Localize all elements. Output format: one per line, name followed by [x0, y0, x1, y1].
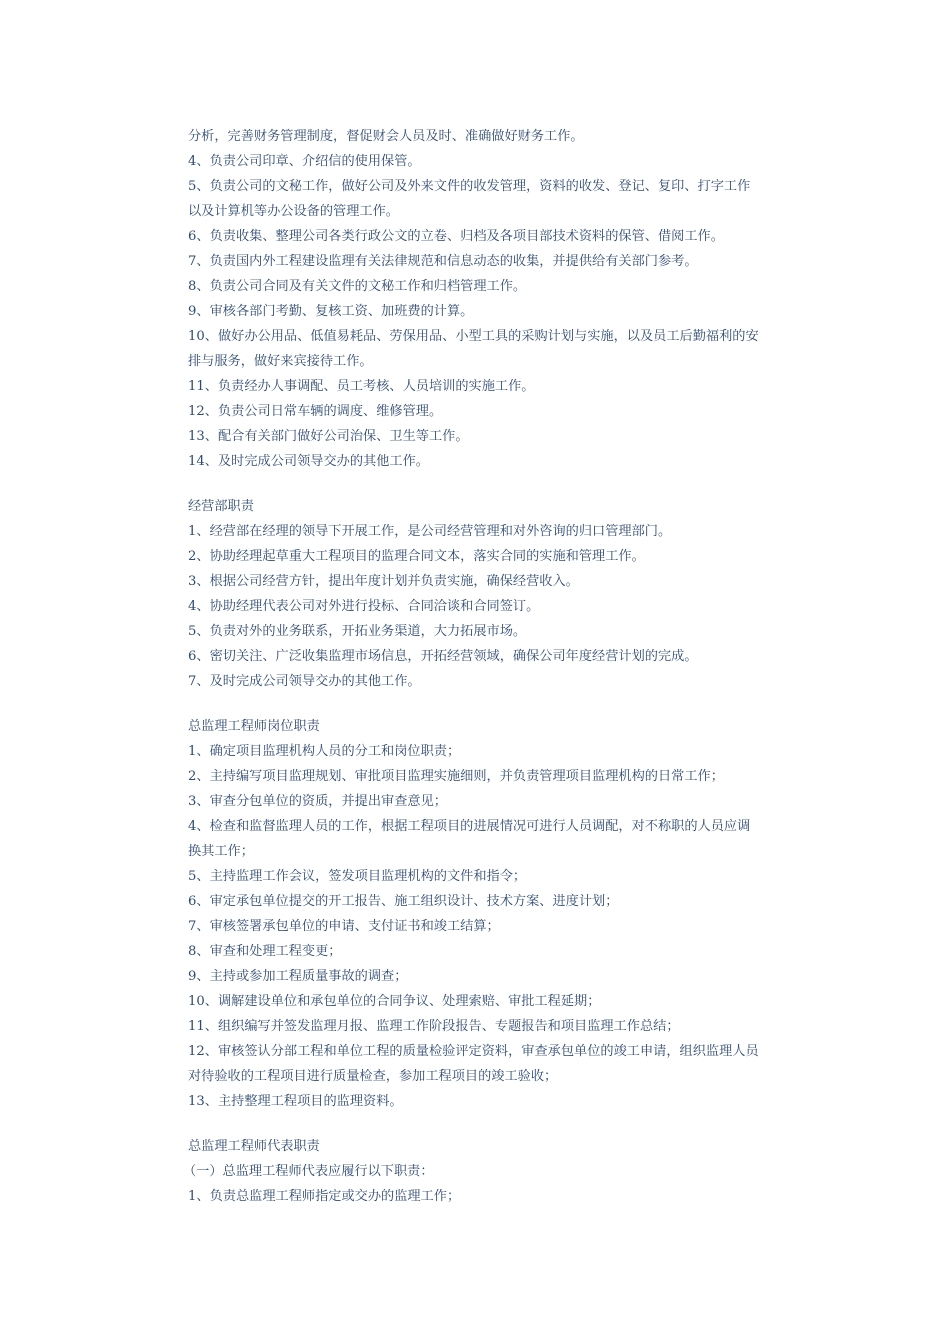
- text-line: 5、主持监理工作会议，签发项目监理机构的文件和指令；: [188, 869, 527, 884]
- text-line: 7、负责国内外工程建设监理有关法律规范和信息动态的收集，并提供给有关部门参考。: [188, 254, 698, 269]
- text-line: 10、调解建设单位和承包单位的合同争议、处理索赔、审批工程延期；: [188, 994, 601, 1009]
- section-heading: 总监理工程师代表职责: [188, 1139, 320, 1154]
- text-line: 6、密切关注、广泛收集监理市场信息，开拓经营领域，确保公司年度经营计划的完成。: [188, 649, 698, 664]
- text-line: 5、负责公司的文秘工作，做好公司及外来文件的收发管理，资料的收发、登记、复印、打字工作: [188, 179, 751, 194]
- paragraph-gap: [188, 474, 813, 494]
- text-line: 6、审定承包单位提交的开工报告、施工组织设计、技术方案、进度计划；: [188, 894, 619, 909]
- paragraph-gap: [188, 694, 813, 714]
- text-line: 13、主持整理工程项目的监理资料。: [188, 1094, 403, 1109]
- section-heading: 经营部职责: [188, 499, 254, 514]
- text-line: 3、根据公司经营方针，提出年度计划并负责实施，确保经营收入。: [188, 574, 579, 589]
- text-line: 6、负责收集、整理公司各类行政公文的立卷、归档及各项目部技术资料的保管、借阅工作。: [188, 229, 724, 244]
- text-line: 分析，完善财务管理制度，督促财会人员及时、准确做好财务工作。: [188, 129, 584, 144]
- text-line: 9、主持或参加工程质量事故的调查；: [188, 969, 408, 984]
- text-line: 1、经营部在经理的领导下开展工作，是公司经营管理和对外咨询的归口管理部门。: [188, 524, 672, 539]
- text-line: 13、配合有关部门做好公司治保、卫生等工作。: [188, 429, 469, 444]
- text-line: 8、负责公司合同及有关文件的文秘工作和归档管理工作。: [188, 279, 527, 294]
- text-line: 11、负责经办人事调配、员工考核、人员培训的实施工作。: [188, 379, 535, 394]
- text-line: 对待验收的工程项目进行质量检查，参加工程项目的竣工验收；: [188, 1069, 558, 1084]
- text-line: 2、主持编写项目监理规划、审批项目监理实施细则，并负责管理项目监理机构的日常工作；: [188, 769, 724, 784]
- text-line: 4、协助经理代表公司对外进行投标、合同洽谈和合同签订。: [188, 599, 540, 614]
- section-chief-engineer-duties: [188, 714, 813, 1114]
- section-deputy-chief-engineer-duties: [183, 1134, 813, 1209]
- text-line: 1、负责总监理工程师指定或交办的监理工作；: [188, 1189, 461, 1204]
- text-line: 换其工作；: [188, 844, 254, 859]
- text-line: 12、审核签认分部工程和单位工程的质量检验评定资料，审查承包单位的竣工申请，组织监理人员: [188, 1044, 759, 1059]
- text-line: 4、检查和监督监理人员的工作，根据工程项目的进展情况可进行人员调配，对不称职的人员应调: [188, 819, 751, 834]
- text-line: 12、负责公司日常车辆的调度、维修管理。: [188, 404, 443, 419]
- section-business-dept-duties: [188, 494, 813, 694]
- text-line: 7、及时完成公司领导交办的其他工作。: [188, 674, 421, 689]
- text-line: 1、确定项目监理机构人员的分工和岗位职责；: [188, 744, 461, 759]
- text-line: 8、审查和处理工程变更；: [188, 944, 342, 959]
- text-line: （一）总监理工程师代表应履行以下职责：: [183, 1164, 434, 1179]
- text-line: 5、负责对外的业务联系，开拓业务渠道，大力拓展市场。: [188, 624, 527, 639]
- document-body: [183, 124, 813, 1209]
- text-line: 9、审核各部门考勤、复核工资、加班费的计算。: [188, 304, 474, 319]
- section-admin-duties: [188, 124, 813, 474]
- text-line: 10、做好办公用品、低值易耗品、劳保用品、小型工具的采购计划与实施，以及员工后勤福利的安: [188, 329, 759, 344]
- text-line: 排与服务，做好来宾接待工作。: [188, 354, 373, 369]
- text-line: 3、审查分包单位的资质，并提出审查意见；: [188, 794, 447, 809]
- text-line: 14、及时完成公司领导交办的其他工作。: [188, 454, 429, 469]
- text-line: 4、负责公司印章、介绍信的使用保管。: [188, 154, 421, 169]
- paragraph-gap: [188, 1114, 813, 1134]
- text-line: 以及计算机等办公设备的管理工作。: [188, 204, 399, 219]
- section-heading: 总监理工程师岗位职责: [188, 719, 320, 734]
- text-line: 7、审核签署承包单位的申请、支付证书和竣工结算；: [188, 919, 500, 934]
- text-line: 2、协助经理起草重大工程项目的监理合同文本，落实合同的实施和管理工作。: [188, 549, 645, 564]
- text-line: 11、组织编写并签发监理月报、监理工作阶段报告、专题报告和项目监理工作总结；: [188, 1019, 680, 1034]
